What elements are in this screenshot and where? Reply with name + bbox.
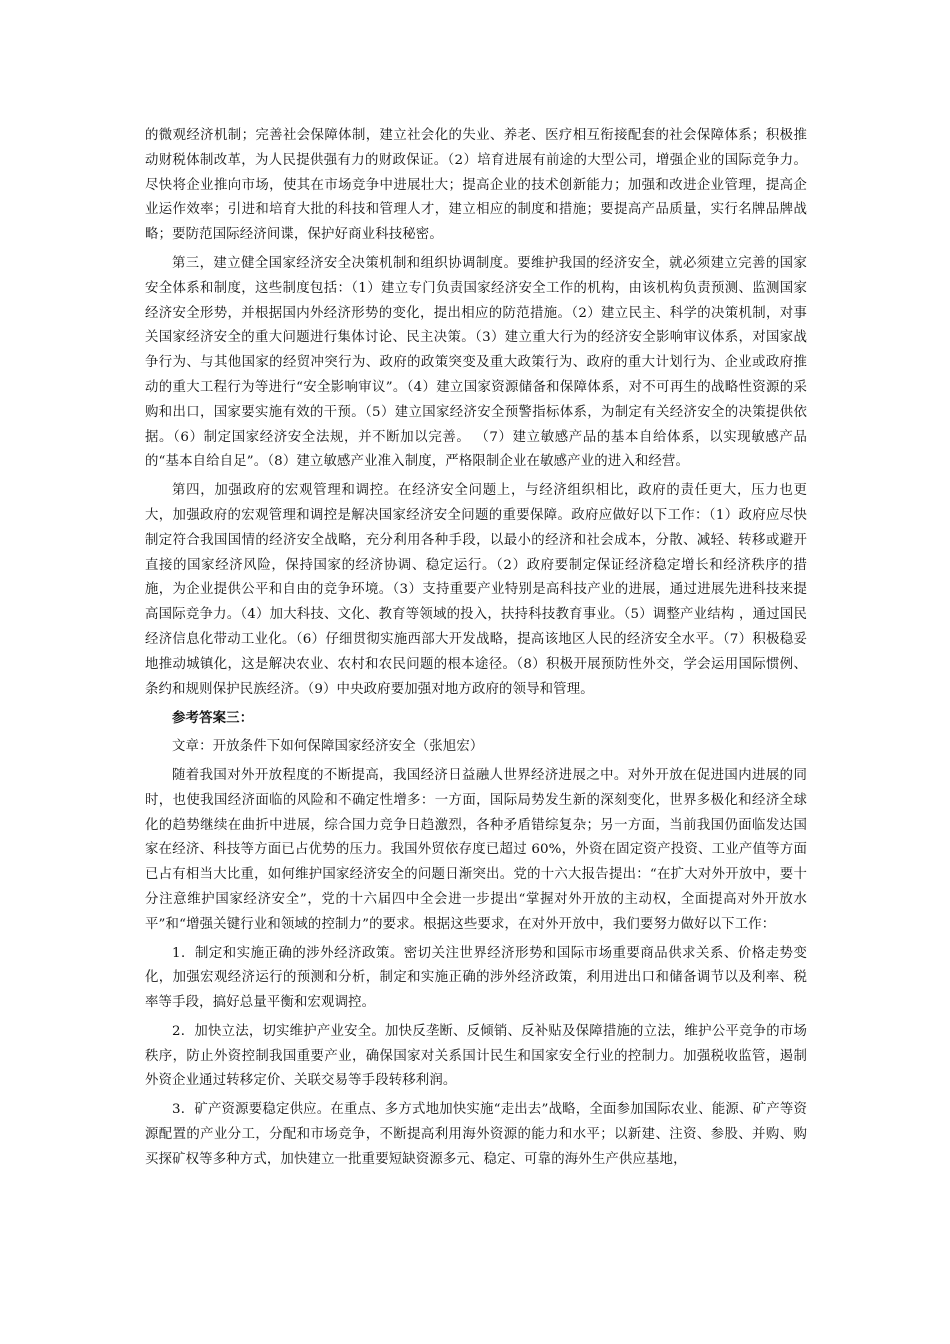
- document-page: [145, 124, 807, 1177]
- article-title-line: 文章：开放条件下如何保障国家经济安全（张旭宏）: [172, 739, 484, 755]
- paragraph-item-3: 3．矿产资源要稳定供应。在重点、多方式地加快实施“走出去”战略，全面参加国际农业、能源、矿产等资源配置的产业分工，分配和市场竞争，不断提高利用海外资源的能力和水平；以新建、注资、参股、并购、购买探矿权等多种方式，加快建立一批重要短缺资源多元、稳定、可靠的海外生产供应基地，: [145, 1102, 807, 1167]
- paragraph-third-point: 第三，建立健全国家经济安全决策机制和组织协调制度。要维护我国的经济安全，就必须建立完善的国家安全体系和制度，这些制度包括：（1）建立专门负责国家经济安全工作的机构，由该机构负责预测、监测国家经济安全形势，并根据国内外经济形势的变化，提出相应的防范措施。（2）建立民主、科学的决策机制，对事关国家经济安全的重大问题进行集体讨论、民主决策。（3）建立重大行为的经济安全影响审议体系，对国家战争行为、与其他国家的经贸冲突行为、政府的政策突变及重大政策行为、政府的重大计划行为、企业或政府推动的重大工程行为等进行“安全影响审议”。（4）建立国家资源储备和保障体系，对不可再生的战略性资源的采购和出口，国家要实施有效的干预。（5）建立国家经济安全预警指标体系，为制定有关经济安全的决策提供依据。（6）制定国家经济安全法规，并不断加以完善。 （7）建立敏感产品的基本自给体系，以实现敏感产品的“基本自给自足”。（8）建立敏感产业准入制度，严格限制企业在敏感产业的进入和经营。: [145, 255, 807, 470]
- paragraph-intro: 随着我国对外开放程度的不断提高，我国经济日益融人世界经济进展之中。对外开放在促进国内进展的同时，也使我国经济面临的风险和不确定性增多：一方面，国际局势发生新的深刻变化，世界多极化和经济全球化的趋势继续在曲折中进展，综合国力竞争日趋激烈，各种矛盾错综复杂；另一方面，当前我国仍面临发达国家在经济、科技等方面已占优势的压力。我国外贸依存度已超过 60%，外资在固定资产投资、工业产值等方面已占有相当大比重，如何维护国家经济安全的问题日渐突出。党的十六大报告提出：“在扩大对外开放中，要十分注意维护国家经济安全”，党的十六届四中全会进一步提出“掌握对外开放的主动权，全面提高对外开放水平”和“增强关键行业和领域的控制力”的要求。根据这些要求，在对外开放中，我们要努力做好以下工作：: [145, 767, 807, 932]
- paragraph-item-1: 1．制定和实施正确的涉外经济政策。密切关注世界经济形势和国际市场重要商品供求关系、价格走势变化，加强宏观经济运行的预测和分析，制定和实施正确的涉外经济政策，利用进出口和储备调节以及利率、税率等手段，搞好总量平衡和宏观调控。: [145, 945, 807, 1011]
- paragraph-item-2: 2．加快立法，切实维护产业安全。加快反垄断、反倾销、反补贴及保障措施的立法，维护公平竞争的市场秩序，防止外资控制我国重要产业，确保国家对关系国计民生和国家安全行业的控制力。加强税收监管，遏制外资企业通过转移定价、关联交易等手段转移利润。: [145, 1023, 807, 1089]
- paragraph-fourth-point: 第四，加强政府的宏观管理和调控。在经济安全问题上，与经济组织相比，政府的责任更大，压力也更大，加强政府的宏观管理和调控是解决国家经济安全问题的重要保障。政府应做好以下工作：（1）政府应尽快制定符合我国国情的经济安全战略，充分利用各种手段，以最小的经济和社会成本，分散、减轻、转移或避开直接的国家经济风险，保持国家的经济协调、稳定运行。（2）政府要制定保证经济稳定增长和经济秩序的措施，为企业提供公平和自由的竞争环境。（3）支持重要产业特别是高科技产业的进展，通过进展先进科技来提高国际竞争力。（4）加大科技、文化、教育等领域的投入，扶持科技教育事业。（5）调整产业结构 ，通过国民经济信息化带动工业化。（6）仔细贯彻实施西部大开发战略，提高该地区人民的经济安全水平。（7）积极稳妥地推动城镇化，这是解决农业、农村和农民问题的根本途径。（8）积极开展预防性外交，学会运用国际惯例、条约和规则保护民族经济。（9）中央政府要加强对地方政府的领导和管理。: [145, 483, 807, 697]
- paragraph-continuation: 的微观经济机制；完善社会保障体制，建立社会化的失业、养老、医疗相互衔接配套的社会保障体系；积极推动财税体制改革，为人民提供强有力的财政保证。（2）培育进展有前途的大型公司，增强企业的国际竞争力。尽快将企业推向市场，使其在市场竞争中进展壮大；提高企业的技术创新能力；加强和改进企业管理，提高企业运作效率；引进和培育大批的科技和管理人才，建立相应的制度和措施；要提高产品质量，实行名牌品牌战略；要防范国际经济间谍，保护好商业科技秘密。: [145, 128, 807, 243]
- reference-answer-heading: 参考答案三：: [172, 710, 254, 727]
